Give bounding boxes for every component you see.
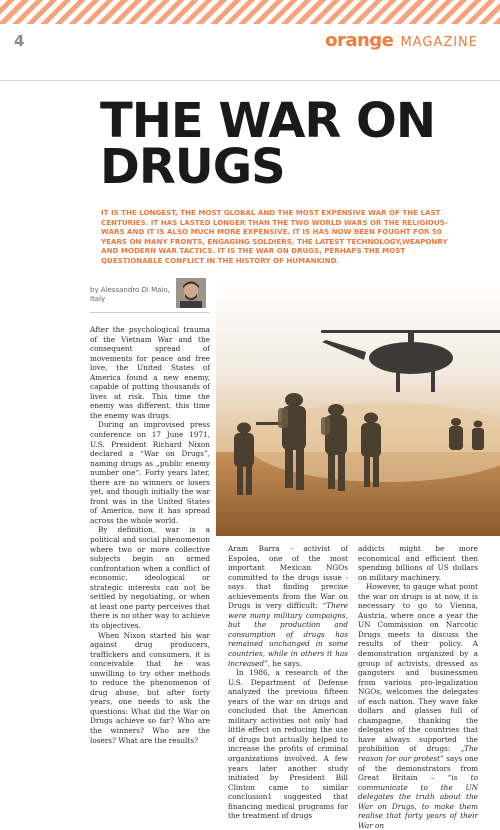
paragraph: addicts might be more economical and efficient then spending billions of US dollars on military machinery.: [358, 544, 478, 582]
author-avatar: [176, 278, 206, 308]
article-column-2: [228, 544, 348, 821]
paragraph: [358, 582, 478, 830]
paragraph: In 1986, a research of the U.S. Department of Defense analyzed the previous fifteen years of the war on drugs and concluded that the American military activities not only had little effect on reducing the use of drugs but actually helped to increase the profits of criminal organizations involved. A few years later another study initiated by President Bill Clinton came to similar conclusion1 suggested that financing medical programs for the treatment of drugs: [228, 668, 348, 821]
byline-location: Italy: [90, 295, 106, 303]
byline-divider: [90, 312, 210, 313]
page-number: 4: [14, 32, 25, 50]
brand-logo: orange: [325, 30, 394, 51]
header-divider: [0, 80, 500, 81]
soldiers-and-helicopter-photo: [216, 282, 500, 536]
text-run: Aram Barra - activist of Espolea, one of the most important Mexican NGOs committed to the drugs issue - says that finding precise achievements from the War on Drugs is very difficult:: [228, 544, 348, 611]
quote: „The reason for our protest”: [358, 744, 478, 764]
byline: [90, 286, 170, 304]
masthead: [325, 30, 478, 51]
article-column-1: [90, 325, 210, 745]
author-portrait-icon: [176, 278, 206, 308]
text-run: says one of the demonstrators from Great Britain –: [358, 754, 479, 783]
header-stripe-band: [0, 0, 500, 24]
paragraph: [228, 544, 348, 668]
photo-illustration: [216, 282, 500, 536]
article-column-3: [358, 544, 478, 830]
text-run: However, to gauge what point the war on drugs is at now, it is necessary to go to Vienna, Austria, where once a year the UN Commission on Narcotic Drugs meets to discuss the results of their policy. A demonstration organized by a group of activists, dressed as gangsters and businessmen from various pro-legalization NGOs, welcomes the delegates of each nation. They wave fake dollars and glasses full of champagne, thanking the delegates of the countries that have always supported the prohibition of drugs:: [358, 582, 478, 754]
byline-author: by Alessandro Di Maio,: [90, 286, 170, 294]
paragraph: When Nixon started his war against drug producers, traffickers and consumers, it is conceivable that he was unwilling to try other methods to reduce the phenomenon of drug abuse, but after forty years, one needs to ask the questions: What did the War on Drugs achieve so far? Who are the winners? Who are the losers? What are the results?: [90, 630, 210, 745]
paragraph: During an improvised press conference on 17 June 1971, U.S. President Richard Nixon declared a “War on Drugs”, naming drugs as „public enemy number one“. Forty years later, there are no winners or losers yet, and though initially the war front was in the United States of America, now it has spread across the whole world.: [90, 420, 210, 525]
quote: “There were many military campaigns, but the production and consumption of drugs has remained unchanged in some countries, while in others it has increased”: [228, 601, 348, 668]
article-title: THE WAR ON DRUGS: [100, 93, 435, 195]
quote: “is to communicate to the UN delegates the truth about the War on Drugs, to make them realise that forty years of their War on: [358, 773, 478, 830]
page-header: [0, 24, 500, 58]
text-run: , he says.: [267, 658, 303, 668]
article-deck: IT IS THE LONGEST, THE MOST GLOBAL AND THE MOST EXPENSIVE WAR OF THE LAST CENTURIES. IT HAS LASTED LONGER THAN THE TWO WORLD WARS OR THE RELIGIOUS-WARS AND IT IS ALSO MUCH MORE EXPENSIVE. IT IS HAS NOW BEEN FOUGHT FOR 50 YEARS ON MANY FRONTS, ENGAGING SOLDIERS, THE LATEST TECHNOLOGY,WEAPONRY AND MODERN WAR TACTICS. IT IS THE WAR ON DRUGS, PERHAPS THE MOST QUESTIONABLE CONFLICT IN THE HISTORY OF HUMANKIND.: [101, 208, 448, 265]
paragraph: By definition, war is a political and social phenomenon where two or more collective subjects begin an armed confrontation when a conflict of economic, ideological or strategic interests can not be settled by negotiating, or when at least one party perceives that there is no other way to achieve its objectives.: [90, 525, 210, 630]
paragraph: After the psychological trauma of the Vietnam War and the consequent spread of movements for peace and free love, the United States of America found a new enemy, capable of putting thousands of lives at risk. This time the enemy was different, this time the enemy was drugs.: [90, 325, 210, 420]
section-label: MAGAZINE: [400, 35, 478, 50]
